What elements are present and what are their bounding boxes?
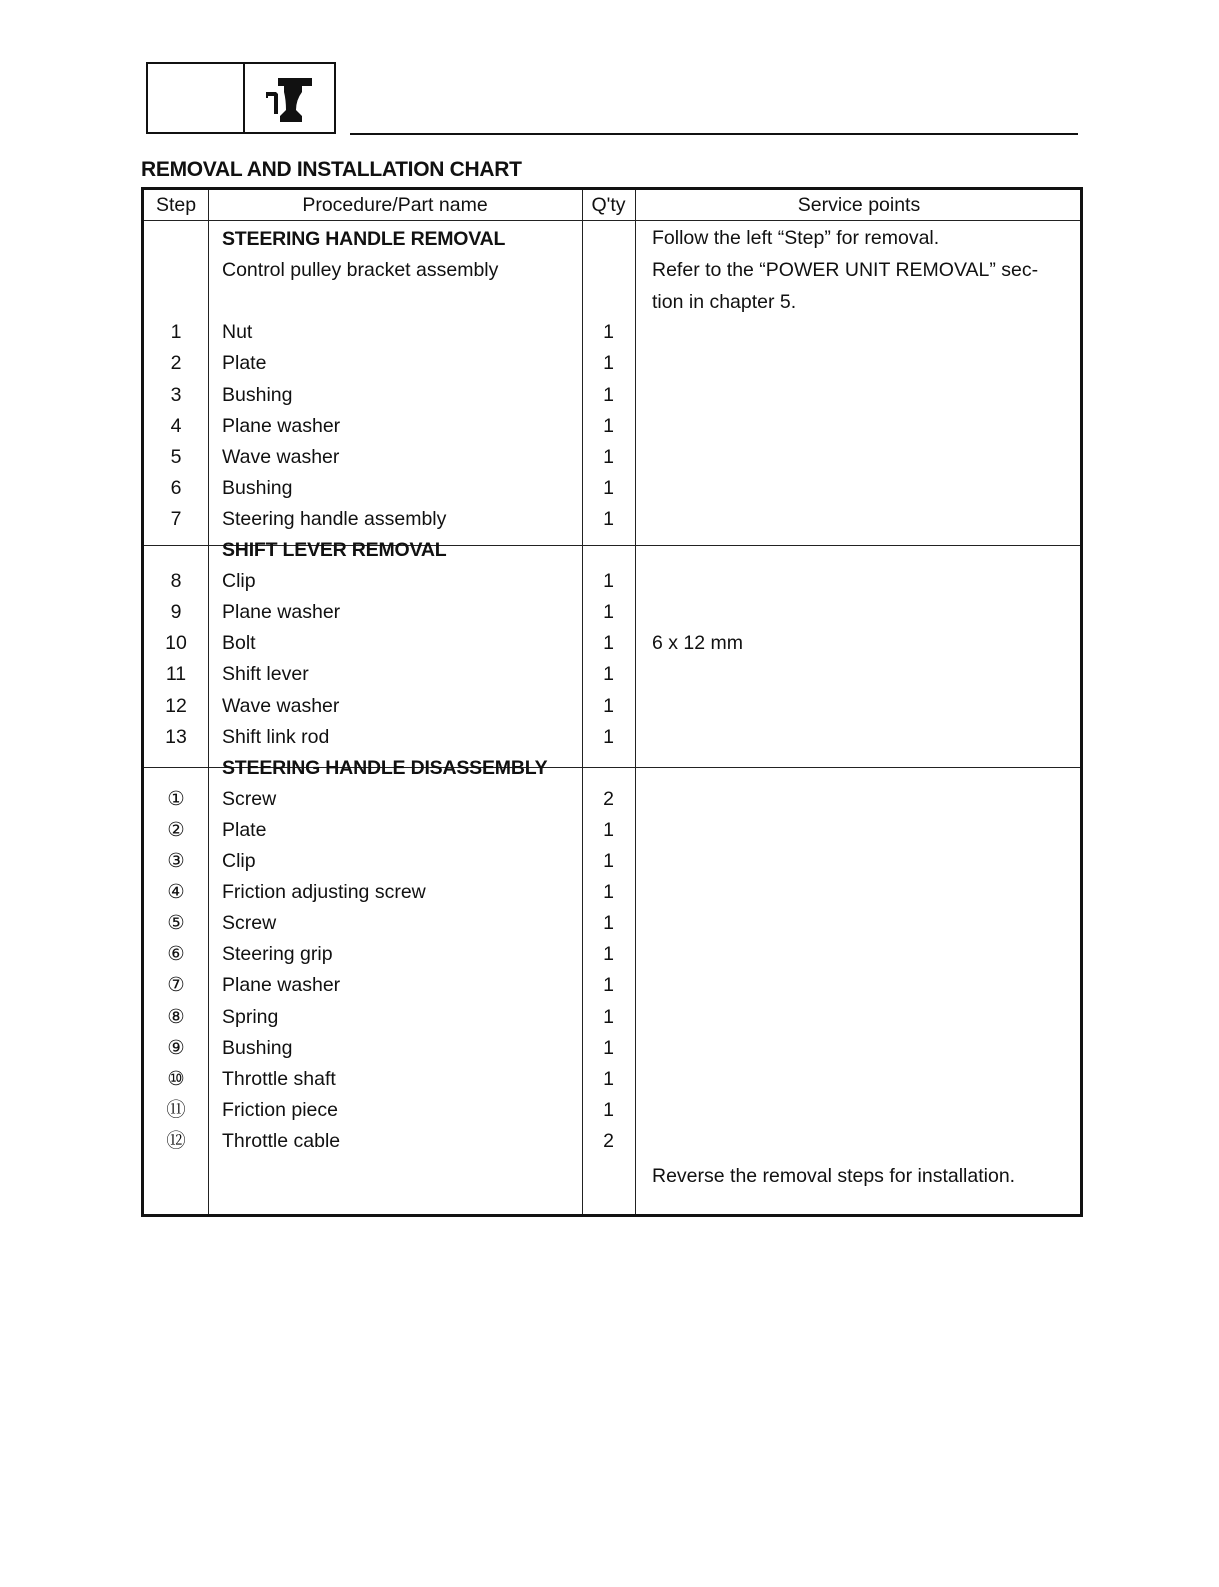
table-row <box>144 721 1080 753</box>
table-row <box>144 472 1080 504</box>
service-point-cell: 6 x 12 mm <box>652 632 744 655</box>
part-name-cell: Throttle shaft <box>222 1067 336 1090</box>
removal-installation-table <box>141 187 1083 1217</box>
column-header-procedure: Procedure/Part name <box>302 194 488 216</box>
table-row <box>144 814 1080 846</box>
step-cell: 10 <box>165 632 187 655</box>
step-cell: 13 <box>165 725 187 748</box>
step-cell: ⑤ <box>167 912 185 935</box>
table-row <box>144 254 1080 286</box>
table-row <box>144 658 1080 690</box>
section-heading-row <box>144 752 1080 784</box>
step-cell: 4 <box>170 414 182 437</box>
qty-cell: 1 <box>603 974 614 997</box>
part-name-cell: Bushing <box>222 476 293 499</box>
section-heading: SHIFT LEVER REMOVAL <box>222 539 447 561</box>
part-name-cell: Bolt <box>222 632 256 655</box>
qty-cell: 1 <box>603 943 614 966</box>
step-cell: ② <box>167 818 185 841</box>
part-name-cell: Plane washer <box>222 601 341 624</box>
part-name-cell: Steering grip <box>222 943 333 966</box>
qty-cell: 1 <box>603 383 614 406</box>
qty-cell: 1 <box>603 912 614 935</box>
section-heading-row <box>144 223 1080 255</box>
step-cell: ④ <box>167 881 185 904</box>
table-row <box>144 1094 1080 1126</box>
table-row <box>144 1001 1080 1033</box>
column-header-step: Step <box>155 194 197 216</box>
part-name-cell: Control pulley bracket assembly <box>222 259 499 282</box>
step-cell: ⑨ <box>167 1036 185 1059</box>
table-row <box>144 1063 1080 1095</box>
step-cell: 5 <box>170 445 182 468</box>
part-name-cell: Friction piece <box>222 1098 338 1121</box>
qty-cell: 1 <box>603 601 614 624</box>
part-name-cell: Throttle cable <box>222 1129 341 1152</box>
qty-cell: 1 <box>603 632 614 655</box>
part-name-cell: Wave washer <box>222 445 340 468</box>
part-name-cell: Bushing <box>222 1036 293 1059</box>
qty-cell: 1 <box>603 321 614 344</box>
step-cell: ⑥ <box>167 943 185 966</box>
step-cell: ⑧ <box>167 1005 185 1028</box>
part-name-cell: Plate <box>222 352 267 375</box>
part-name-cell: Plate <box>222 818 267 841</box>
table-row <box>144 783 1080 815</box>
table-row <box>144 379 1080 411</box>
table-row <box>144 347 1080 379</box>
qty-cell: 1 <box>603 414 614 437</box>
step-cell: ⑦ <box>167 974 185 997</box>
qty-cell: 1 <box>603 507 614 530</box>
step-cell: 9 <box>170 601 182 624</box>
qty-cell: 1 <box>603 352 614 375</box>
step-cell: ⑫ <box>166 1129 186 1152</box>
service-note-line: tion in chapter 5. <box>652 291 797 313</box>
part-name-cell: Shift link rod <box>222 725 330 748</box>
part-name-cell: Friction adjusting screw <box>222 881 426 904</box>
icon-box-empty-cell <box>148 64 245 132</box>
service-note-line: Refer to the “POWER UNIT REMOVAL” sec- <box>652 259 1039 281</box>
table-row <box>144 316 1080 348</box>
step-cell: 6 <box>170 476 182 499</box>
chart-title: REMOVAL AND INSTALLATION CHART <box>141 158 522 181</box>
table-row <box>144 565 1080 597</box>
part-name-cell: Spring <box>222 1005 279 1028</box>
qty-cell: 1 <box>603 445 614 468</box>
step-cell: 2 <box>170 352 182 375</box>
part-name-cell: Clip <box>222 850 256 872</box>
part-name-cell: Nut <box>222 321 253 344</box>
step-cell: 7 <box>170 507 182 530</box>
step-cell: 12 <box>165 694 187 717</box>
service-point-cell: Reverse the removal steps for installation. <box>652 1165 1016 1187</box>
table-row <box>144 285 1080 317</box>
part-name-cell: Plane washer <box>222 414 341 437</box>
qty-cell: 2 <box>603 787 614 810</box>
part-name-cell: Wave washer <box>222 694 340 717</box>
qty-cell: 1 <box>603 881 614 904</box>
step-cell: ③ <box>167 850 185 872</box>
part-name-cell: Steering handle assembly <box>222 507 447 530</box>
qty-cell: 1 <box>603 1005 614 1028</box>
section-heading: STEERING HANDLE REMOVAL <box>222 228 506 250</box>
step-cell: 8 <box>170 570 182 593</box>
qty-cell: 2 <box>603 1129 614 1152</box>
service-note-line: Follow the left “Step” for removal. <box>652 227 940 249</box>
qty-cell: 1 <box>603 570 614 593</box>
qty-cell: 1 <box>603 818 614 841</box>
table-row <box>144 845 1080 877</box>
column-header-service-points: Service points <box>797 194 921 216</box>
part-name-cell: Bushing <box>222 383 293 406</box>
step-cell: 3 <box>170 383 182 406</box>
qty-cell: 1 <box>603 1036 614 1059</box>
table-row <box>144 1125 1080 1157</box>
part-name-cell: Plane washer <box>222 974 341 997</box>
part-name-cell: Screw <box>222 787 277 810</box>
table-row <box>144 441 1080 473</box>
step-cell: ⑩ <box>167 1067 185 1090</box>
step-cell: 11 <box>165 663 187 686</box>
icon-box-symbol-cell <box>245 64 334 132</box>
part-name-cell: Clip <box>222 570 256 593</box>
qty-cell: 1 <box>603 663 614 686</box>
header-divider <box>144 220 1080 221</box>
qty-cell: 1 <box>603 694 614 717</box>
column-header-qty: Q'ty <box>591 194 626 216</box>
qty-cell: 1 <box>603 1067 614 1090</box>
table-row <box>144 1160 1080 1192</box>
table-row <box>144 907 1080 939</box>
qty-cell: 1 <box>603 1098 614 1121</box>
step-cell: 1 <box>170 321 182 344</box>
section-icon-box <box>146 62 336 134</box>
table-row <box>144 690 1080 722</box>
step-cell: ① <box>167 787 185 810</box>
step-cell: ⑪ <box>166 1098 186 1121</box>
header-rule <box>350 133 1078 135</box>
part-name-cell: Screw <box>222 912 277 935</box>
qty-cell: 1 <box>603 476 614 499</box>
table-row <box>144 938 1080 970</box>
table-row <box>144 503 1080 535</box>
table-row <box>144 969 1080 1001</box>
table-row <box>144 1032 1080 1064</box>
table-row <box>144 876 1080 908</box>
table-row <box>144 627 1080 659</box>
section-heading-row <box>144 534 1080 566</box>
qty-cell: 1 <box>603 725 614 748</box>
part-name-cell: Shift lever <box>222 663 309 686</box>
qty-cell: 1 <box>603 850 614 872</box>
table-row <box>144 410 1080 442</box>
section-heading: STEERING HANDLE DISASSEMBLY <box>222 756 548 779</box>
table-row <box>144 596 1080 628</box>
outboard-motor-icon <box>262 70 318 126</box>
